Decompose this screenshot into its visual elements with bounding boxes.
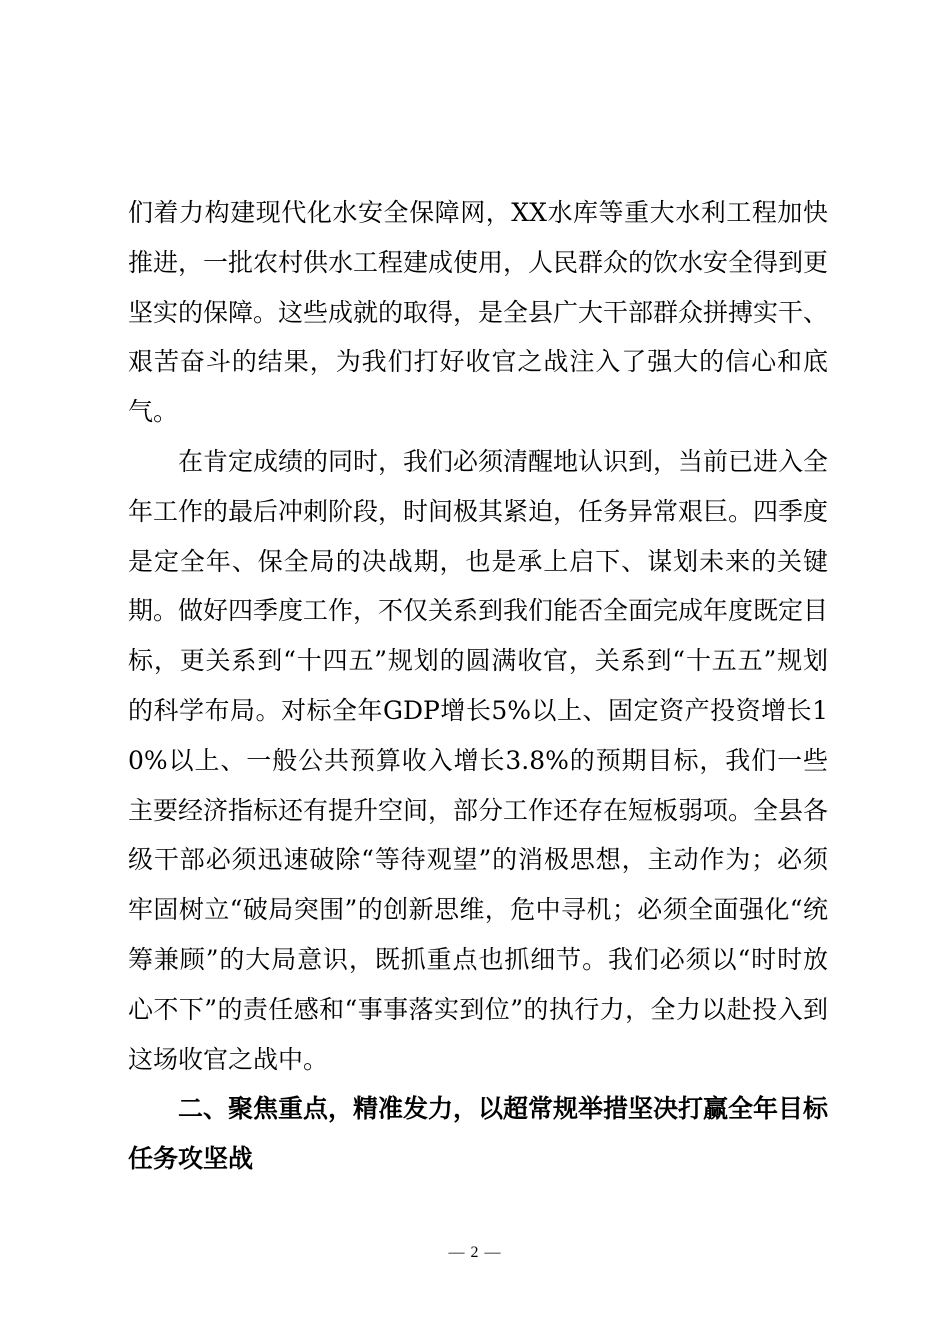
paragraph-continuation: 们着力构建现代化水安全保障网，XX水库等重大水利工程加快推进，一批农村供水工程建成使用，人民群众的饮水安全得到更坚实的保障。这些成就的取得，是全县广大干部群众拼搏实干、艰苦奋斗的结果，为我们打好收官之战注入了强大的信心和底气。 <box>128 198 829 427</box>
section-heading: 二、聚焦重点，精准发力，以超常规举措坚决打赢全年目标任务攻坚战 <box>128 1094 829 1174</box>
paragraph-body: 在肯定成绩的同时，我们必须清醒地认识到，当前已进入全年工作的最后冲刺阶段，时间极其紧迫，任务异常艰巨。四季度是定全年、保全局的决战期，也是承上启下、谋划未来的关键期。做好四季度工作，不仅关系到我们能否全面完成年度既定目标，更关系到“十四五”规划的圆满收官，关系到“十五五”规划的科学布局。对标全年GDP增长5%以上、固定资产投资增长10%以上、一般公共预算收入增长3.8%的预期目标，我们一些主要经济指标还有提升空间，部分工作还存在短板弱项。全县各级干部必须迅速破除“等待观望”的消极思想，主动作为；必须牢固树立“破局突围”的创新思维，危中寻机；必须全面强化“统筹兼顾”的大局意识，既抓重点也抓细节。我们必须以“时时放心不下”的责任感和“事事落实到位”的执行力，全力以赴投入到这场收官之战中。 <box>128 446 829 1074</box>
page-number: — 2 — <box>448 1244 502 1261</box>
body-text <box>128 188 828 1184</box>
